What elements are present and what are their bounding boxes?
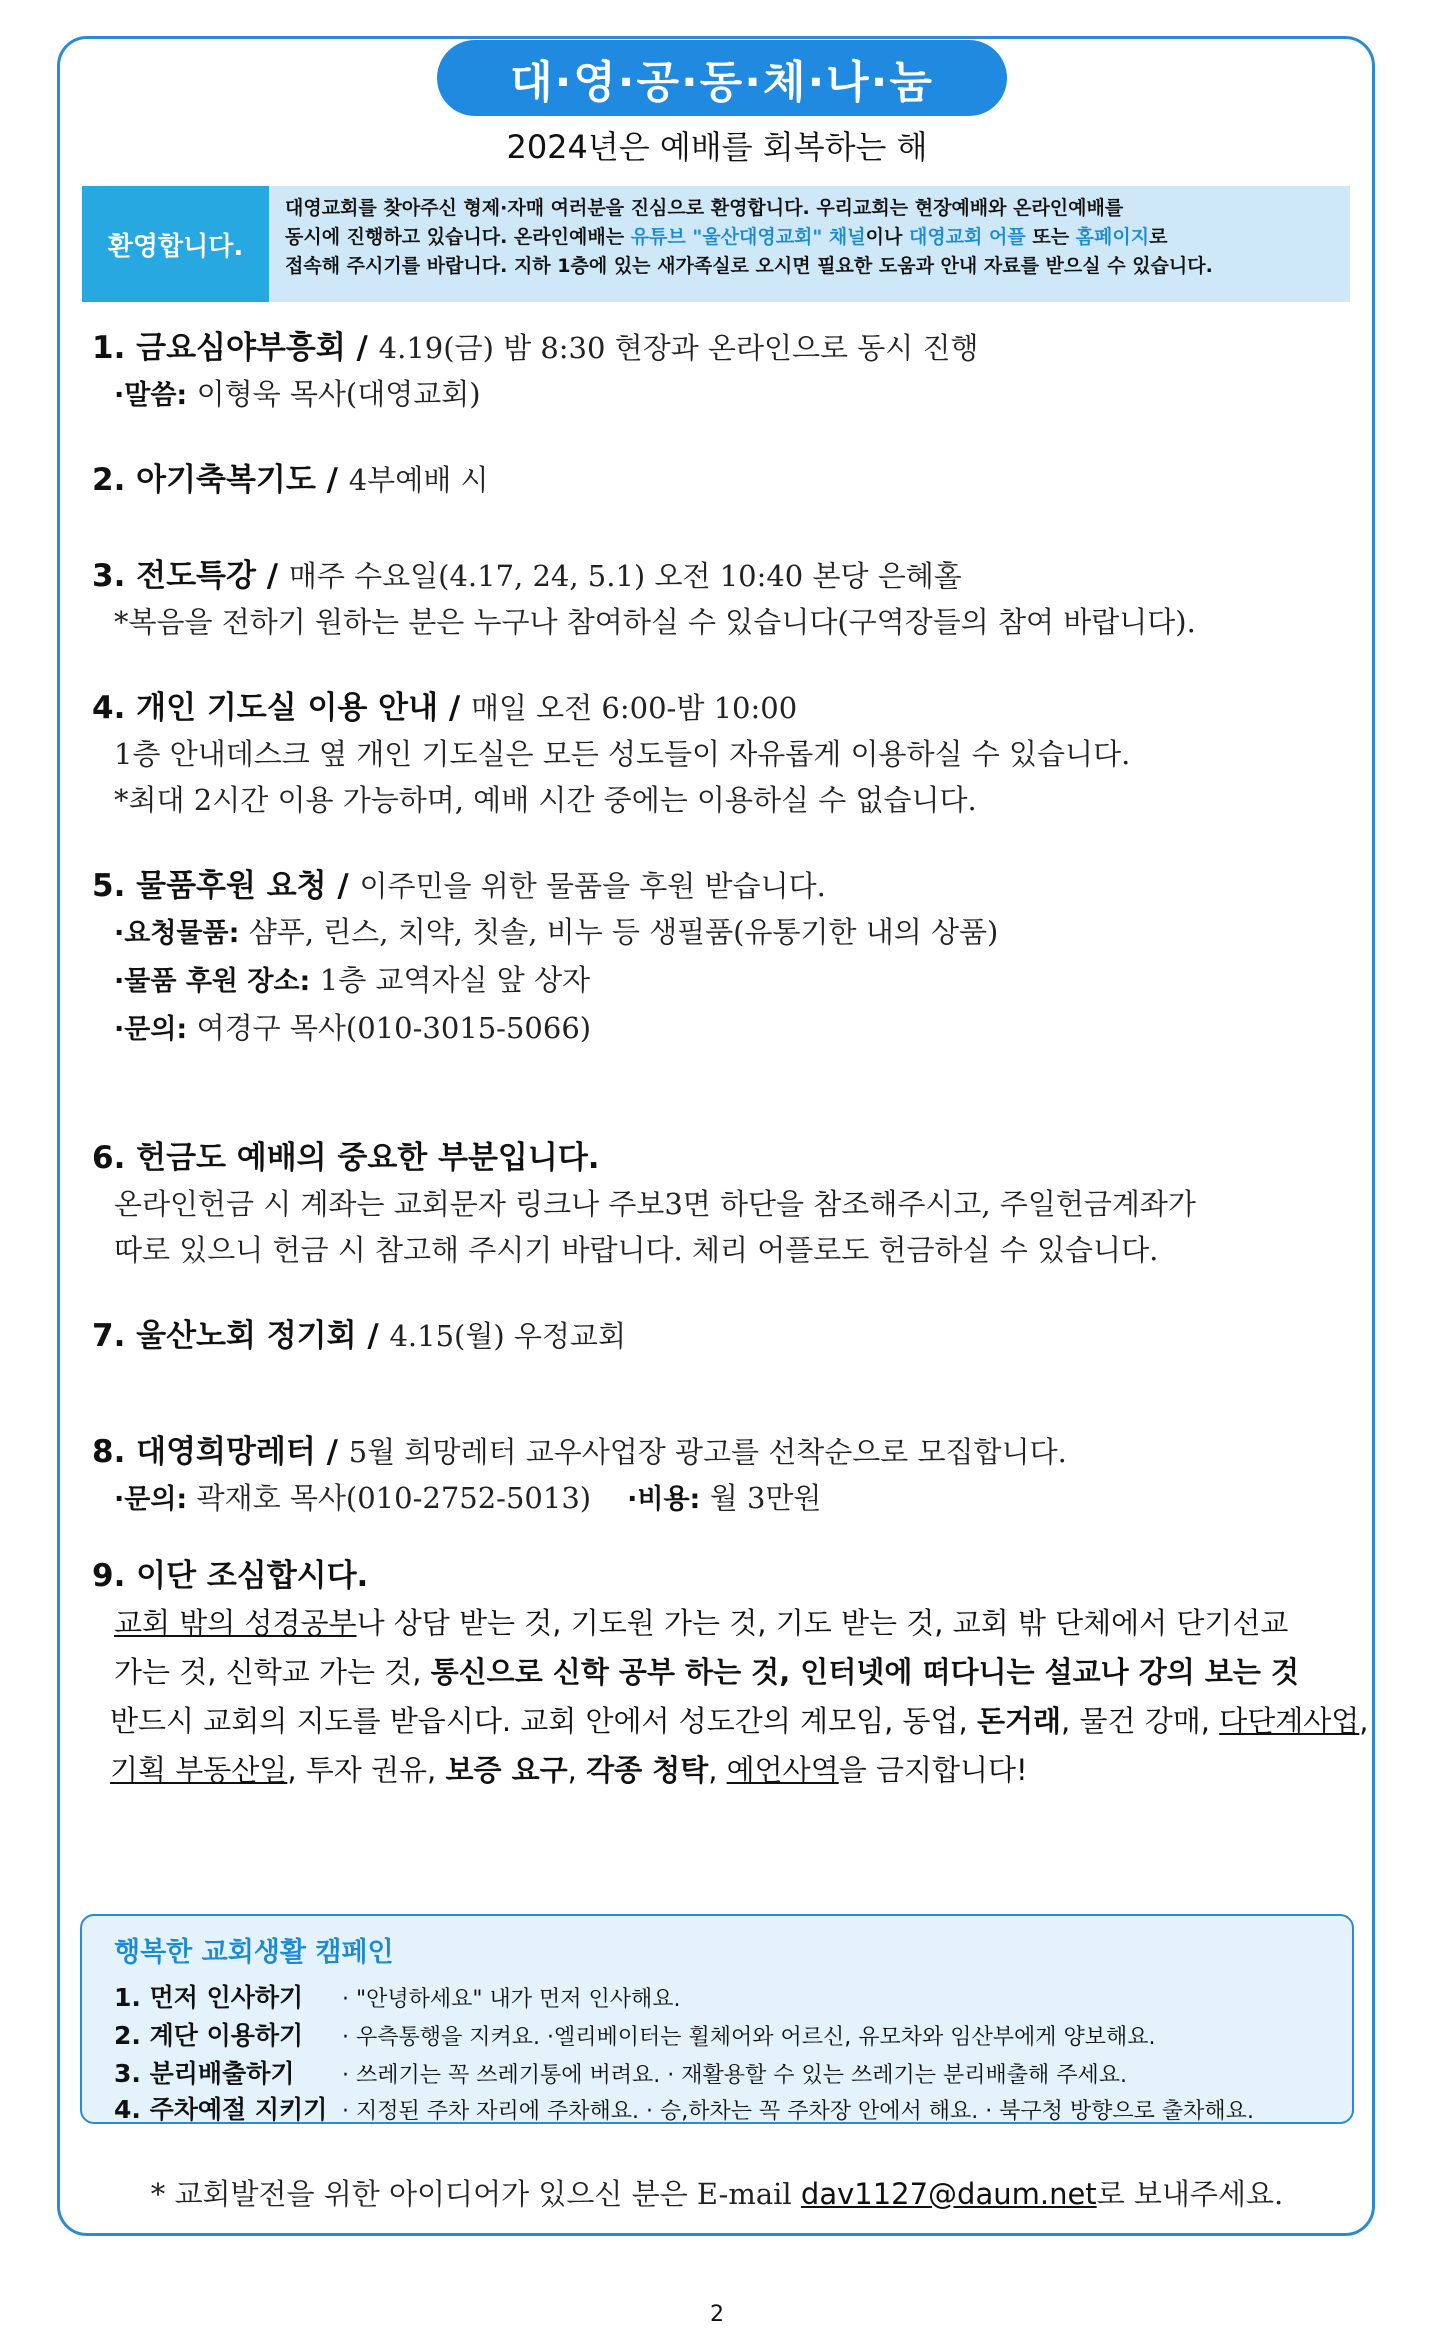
item-detail: 매주 수요일(4.17, 24, 5.1) 오전 10:40 본당 은혜홀 [288,559,962,593]
email-link[interactable]: dav1127@daum.net [800,2177,1097,2211]
item-heading: 4. 개인 기도실 이용 안내 / [92,690,471,726]
announcement-item-1: 1. 금요심야부흥회 / 4.19(금) 밤 8:30 현장과 온라인으로 동시 진행 ·말씀: 이형욱 목사(대영교회) [92,330,979,411]
item-detail: 매일 오전 6:00-밤 10:00 [470,691,798,725]
item-heading: 7. 울산노회 정기회 / [92,1318,390,1354]
welcome-label: 환영합니다. [82,186,269,302]
campaign-row: 4. 주차예절 지키기 · 지정된 주차 자리에 주차해요. · 승,하차는 꼭 주차장 안에서 해요. · 북구청 방향으로 출차해요. [114,2095,1254,2124]
campaign-row: 1. 먼저 인사하기 · "안녕하세요" 내가 먼저 인사해요. [114,1983,681,2012]
campaign-row: 3. 분리배출하기 · 쓰레기는 꼭 쓰레기통에 버려요. · 재활용할 수 있는 쓰레기는 분리배출해 주세요. [114,2059,1127,2088]
item-heading: 6. 헌금도 예배의 중요한 부분입니다. [92,1140,600,1176]
campaign-box [80,1914,1354,2124]
welcome-box [82,186,1350,302]
item-heading: 1. 금요심야부흥회 / [92,330,379,366]
campaign-row: 2. 계단 이용하기 · 우측통행을 지켜요. ·엘리베이터는 휠체어와 어르신, 유모차와 임산부에게 양보해요. [114,2021,1156,2050]
announcement-item-2 [92,457,1352,503]
item-detail: 4.15(월) 우정교회 [389,1319,626,1353]
welcome-line: 동시에 진행하고 있습니다. 온라인예배는 유튜브 "울산대영교회" 채널이나 대영교회 어플 또는 홈페이지로 [285,226,1168,248]
item-detail: 5월 희망레터 교우사업장 광고를 선착순으로 모집합니다. [348,1435,1067,1469]
church-app-link[interactable]: 대영교회 어플 [908,226,1026,248]
item-detail: 4.19(금) 밤 8:30 현장과 온라인으로 동시 진행 [378,331,979,365]
footer-note: * 교회발전을 위한 아이디어가 있으신 분은 E-mail dav1127@daum.net로 보내주세요. [150,2177,1284,2211]
announcement-item-7 [92,1313,1352,1359]
item-heading: 2. 아기축복기도 / [92,462,349,498]
page-title: 대·영·공·동·체·나·눔 [437,40,1007,116]
item-heading: 5. 물품후원 요청 / [92,868,360,904]
page-number: 2 [710,2302,724,2327]
page-subtitle: 2024년은 예배를 회복하는 해 [506,128,928,166]
welcome-text [269,186,1350,302]
item-detail: 이주민을 위한 물품을 후원 받습니다. [359,869,826,903]
youtube-channel-link[interactable]: 유튜브 "울산대영교회" 채널 [630,226,866,248]
item-detail: 4부예배 시 [348,463,489,497]
campaign-title: 행복한 교회생활 캠페인 [114,1937,394,1968]
announcement-item-6: 6. 헌금도 예배의 중요한 부분입니다. 온라인헌금 시 계좌는 교회문자 링크나 주보3면 하단을 참조해주시고, 주일헌금계좌가 따로 있으니 헌금 시 참고해 주시기 바랍니다. 체리 어플로도 헌금하실 수 있습니다. [92,1135,1352,1273]
announcement-item-4: 4. 개인 기도실 이용 안내 / 매일 오전 6:00-밤 10:00 1층 안내데스크 옆 개인 기도실은 모든 성도들이 자유롭게 이용하실 수 있습니다. *최대 2시간 이용 가능하며, 예배 시간 중에는 이용하실 수 없습니다. [92,690,1131,817]
homepage-link[interactable]: 홈페이지 [1075,226,1150,248]
announcement-item-5: 5. 물품후원 요청 / 이주민을 위한 물품을 후원 받습니다. ·요청물품: 샴푸, 린스, 치약, 칫솔, 비누 등 생필품(유통기한 내의 상품) ·물품 후원 장소: 1층 교역자실 앞 상자 ·문의: 여경구 목사(010-3015-5066) [92,868,999,1045]
announcement-item-8: 8. 대영희망레터 / 5월 희망레터 교우사업장 광고를 선착순으로 모집합니다. ·문의: 곽재호 목사(010-2752-5013) ·비용: 월 3만원 [92,1434,1067,1515]
welcome-line: 접속해 주시기를 바랍니다. 지하 1층에 있는 새가족실로 오시면 필요한 도움과 안내 자료를 받으실 수 있습니다. [285,255,1213,277]
item-heading: 8. 대영희망레터 / [92,1434,349,1470]
item-heading: 3. 전도특강 / [92,558,289,594]
welcome-line: 대영교회를 찾아주신 형제·자매 여러분을 진심으로 환영합니다. 우리교회는 현장예배와 온라인예배를 [285,197,1124,219]
announcement-item-9: 9. 이단 조심합시다. 교회 밖의 성경공부나 상담 받는 것, 기도원 가는 것, 기도 받는 것, 교회 밖 단체에서 단기선교 가는 것, 신학교 가는 것, 통신으로 신학 공부 하는 것, 인터넷에 떠다니는 설교나 강의 보는 것 반드시 교회의 지도를 받읍시다. 교회 안에서 성도간의 계모임, 동업, 돈거래, 물건 강매, 다단계사업, 기획 부동산일, 투자 권유, 보증 요구, 각종 청탁, 예언사역을 금지합니다! [92,1553,1352,1795]
item-heading: 9. 이단 조심합시다. [92,1558,369,1594]
announcement-item-3: 3. 전도특강 / 매주 수요일(4.17, 24, 5.1) 오전 10:40 본당 은혜홀 *복음을 전하기 원하는 분은 누구나 참여하실 수 있습니다(구역장들의 참여 바랍니다). [92,558,1196,639]
